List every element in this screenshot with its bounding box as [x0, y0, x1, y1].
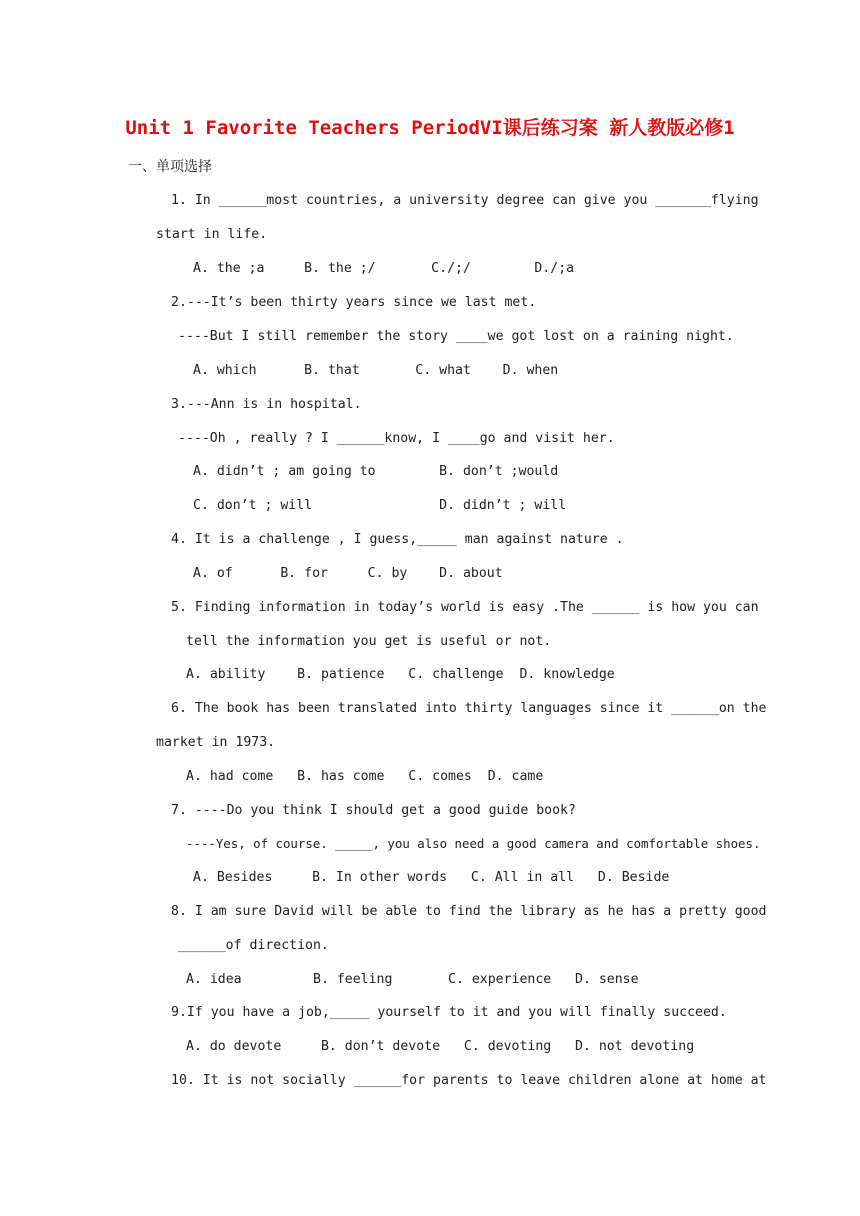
question-7-options: A. Besides B. In other words C. All in all D. Beside — [193, 870, 670, 885]
question-7-line-2: ----Yes, of course. _____, you also need a good camera and comfortable shoes. — [186, 836, 761, 851]
question-4-line-1: 4. It is a challenge , I guess,_____ man against nature . — [171, 532, 624, 547]
question-1-line-2: start in life. — [156, 227, 268, 242]
question-3-options-row-2: C. don’t ; will D. didn’t ; will — [193, 498, 567, 513]
document-title: Unit 1 Favorite Teachers PeriodVI课后练习案 新人教版必修1 — [125, 117, 735, 139]
question-4-options: A. of B. for C. by D. about — [193, 566, 503, 581]
question-8-line-1: 8. I am sure David will be able to find the library as he has a pretty good — [171, 904, 767, 919]
question-1-line-1: 1. In ______most countries, a university degree can give you _______flying — [171, 193, 759, 208]
section-heading: 一、单项选择 — [128, 159, 212, 175]
question-9-options: A. do devote B. don’t devote C. devoting D. not devoting — [186, 1039, 695, 1054]
question-2-options: A. which B. that C. what D. when — [193, 363, 559, 378]
question-5-line-2: tell the information you get is useful or not. — [186, 634, 552, 649]
question-7-line-1: 7. ----Do you think I should get a good guide book? — [171, 803, 576, 818]
question-3-line-2: ----Oh , really ? I ______know, I ____go and visit her. — [178, 431, 615, 446]
question-3-options-row-1: A. didn’t ; am going to B. don’t ;would — [193, 464, 559, 479]
question-8-options: A. idea B. feeling C. experience D. sense — [186, 972, 639, 987]
question-10-line-1: 10. It is not socially ______for parents to leave children alone at home at — [171, 1073, 767, 1088]
question-6-options: A. had come B. has come C. comes D. came — [186, 769, 544, 784]
question-2-line-1: 2.---It’s been thirty years since we last met. — [171, 295, 537, 310]
question-2-line-2: ----But I still remember the story ____we got lost on a raining night. — [178, 329, 734, 344]
question-5-options: A. ability B. patience C. challenge D. knowledge — [186, 667, 615, 682]
question-5-line-1: 5. Finding information in today’s world is easy .The ______ is how you can — [171, 600, 759, 615]
question-3-line-1: 3.---Ann is in hospital. — [171, 397, 362, 412]
question-6-line-1: 6. The book has been translated into thirty languages since it ______on the — [171, 701, 767, 716]
question-6-line-2: market in 1973. — [156, 735, 276, 750]
question-8-line-2: ______of direction. — [178, 938, 329, 953]
question-9-line-1: 9.If you have a job,_____ yourself to it and you will finally succeed. — [171, 1005, 727, 1020]
question-1-options: A. the ;a B. the ;/ C./;/ D./;a — [193, 261, 575, 276]
